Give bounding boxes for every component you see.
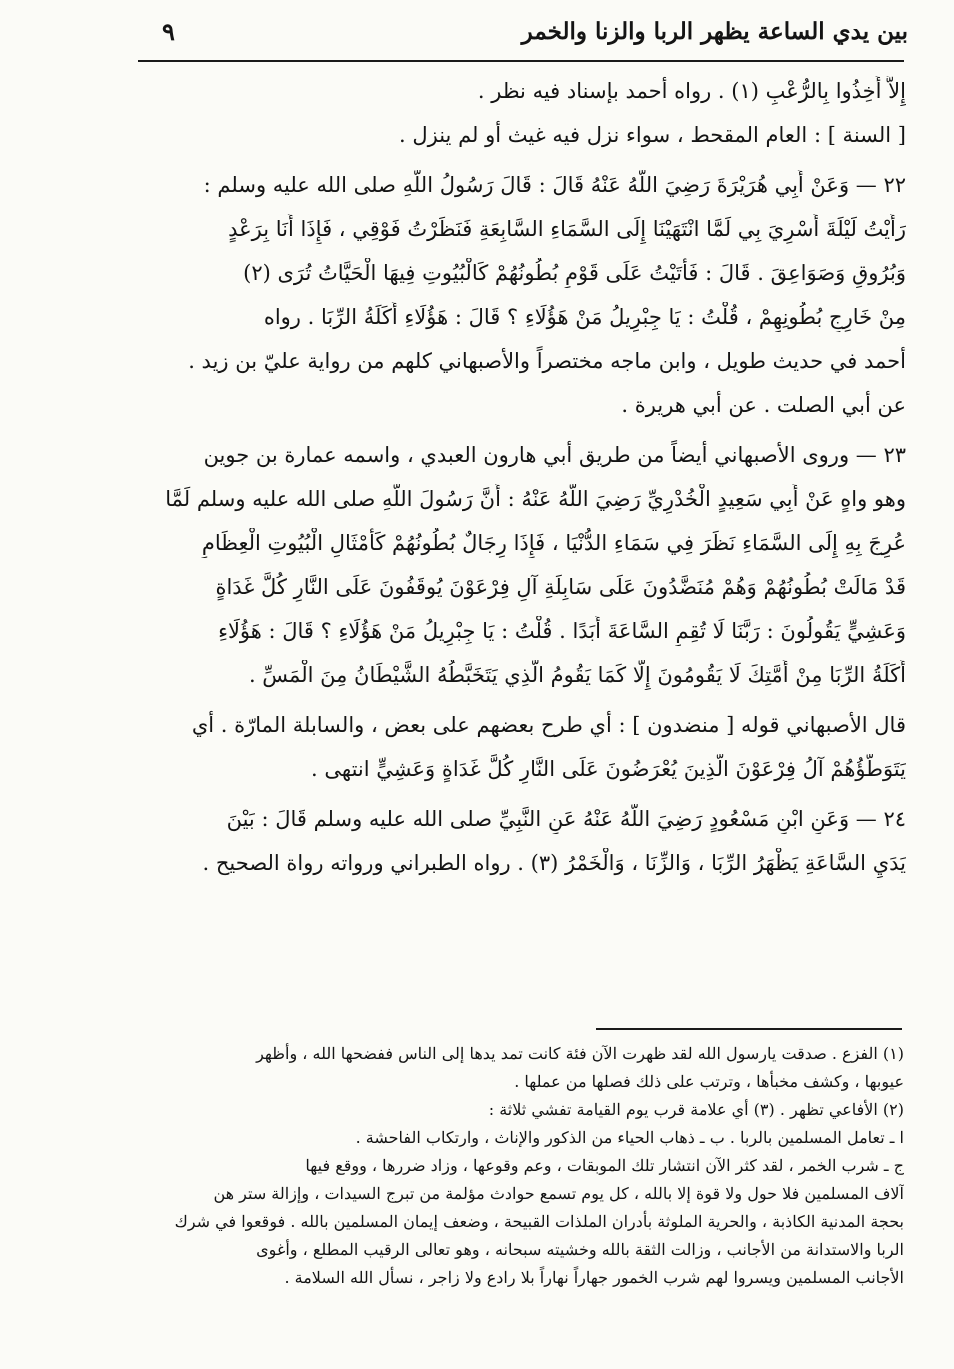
text-line: وَعَشِيٍّ يَقُولُونَ : رَبَّنَا لَا تُقِمِ السَّاعَةَ أَبَدًا . قُلْتُ : يَا جِبْرِيلُ مَنْ هَؤُلَاءِ ؟ قَالَ : هَؤُلَاءِ <box>218 619 906 643</box>
page-header <box>128 8 908 54</box>
main-text <box>146 76 906 878</box>
footnote-line: ج ـ شرب الخمر ، لقد كثر الآن انتشار تلك الموبقات ، وعم وقوعها ، وزاد ضررها ، ووقع فيها <box>305 1156 904 1175</box>
footnote-line: آلاف المسلمين فلا حول ولا قوة إلا بالله ، كل يوم تسمع حوادث مؤلمة من تبرج السيدات ، وإزالة ستر هن <box>213 1184 904 1203</box>
text-line: مِنْ خَارِجِ بُطُونِهِمْ ، قُلْتُ : يَا جِبْرِيلُ مَنْ هَؤُلَاءِ ؟ قَالَ : هَؤُلَاءِ أَكَلَةُ الرِّبَا . رواه <box>263 305 906 329</box>
footnote-line: الأجانب المسلمين ويسروا لهم شرب الخمور جهاراً نهاراً بلا رادع ولا زاجر ، نسأل الله السلامة . <box>284 1268 904 1287</box>
text-line: رَأَيْتُ لَيْلَةَ أُسْرِيَ بِي لَمَّا انْتَهَيْنَا إِلَى السَّمَاءِ السَّابِعَةِ فَنَظَرْتُ فَوْقِي ، فَإِذَا أَنَا بِرَعْدٍ <box>228 217 906 241</box>
text-line: أحمد في حديث طويل ، وابن ماجه مختصراً والأصبهاني كلهم من رواية عليّ بن زيد . <box>188 349 906 373</box>
text-line: يَتَوَطَّؤُهُمْ آلُ فِرْعَوْنَ الَّذِينَ يُعْرَضُونَ عَلَى النَّارِ كُلَّ غَدَاةٍ وَعَشِيٍّ انتهى . <box>311 757 906 781</box>
footnote-line: (٢) الأفاعي تظهر . (٣) أي علامة قرب يوم القيامة تفشي ثلاثة : <box>488 1100 904 1119</box>
footnote-line: الربا والاستدانة من الأجانب ، وزالت الثقة بالله وخشيته سبحانه ، وهو تعالى الرقيب المطلع ، وأغوى <box>256 1240 904 1259</box>
footnote-line: بحجة المدنية الكاذبة ، والحرية الملوثة بأدران الملذات القبيحة ، وضعف إيمان المسلمين بالله . فوقعوا في شرك <box>174 1212 904 1231</box>
text-line: أَكَلَةُ الرِّبَا مِنْ أُمَّتِكَ لَا يَقُومُونَ إِلَّا كَمَا يَقُومُ الَّذِي يَتَخَبَّطُهُ الشَّيْطَانُ مِنَ الْمَسِّ . <box>248 663 906 687</box>
hadith-24-line: ٢٤ — وَعَنِ ابْنِ مَسْعُودٍ رَضِيَ اللَّهُ عَنْهُ عَنِ النَّبِيِّ صلى الله عليه وسلم قَالَ : بَيْنَ <box>226 807 906 831</box>
text-line: وَبُرُوقٍ وَصَوَاعِقَ . قَالَ : فَأَتَيْتُ عَلَى قَوْمٍ بُطُونُهُمْ كَالْبُيُوتِ فِيهَا الْحَيَّاتُ تُرَى (٢) <box>243 261 906 285</box>
footnote-line: ا ـ تعامل المسلمين بالربا . ب ـ ذهاب الحياء من الذكور والإناث ، وارتكاب الفاحشة . <box>355 1128 904 1147</box>
text-line: عُرِجَ بِهِ إِلَى السَّمَاءِ نَظَرَ فِي سَمَاءِ الدُّنْيَا ، فَإِذَا رِجَالٌ بُطُونُهُمْ كَأَمْثَالِ الْبُيُوتِ الْعِظَامِ <box>201 531 906 555</box>
footnote-line: (١) الفزع . صدقت يارسول الله لقد ظهرت الآن فئة كانت تمد يدها إلى الناس ففضحها الله ، وأظهر <box>256 1044 904 1063</box>
text-line: إِلاَّ أُخِذُوا بِالرُّعْبِ (١) . رواه أحمد بإسناد فيه نظر . <box>477 79 906 103</box>
text-line: قَدْ مَالَتْ بُطُونُهُمْ وَهُمْ مُنَضَّدُونَ عَلَى سَابِلَةِ آلِ فِرْعَوْنَ يُوقَفُونَ عَلَى النَّارِ كُلَّ غَدَاةٍ <box>215 575 906 599</box>
text-line: عن أبي الصلت . عن أبي هريرة . <box>621 393 906 417</box>
page-number: ٩ <box>162 16 175 46</box>
text-line: قال الأصبهاني قوله [ منضدون ] : أي طرح بعضهم على بعض ، والسابلة المارّة . أي <box>191 713 906 737</box>
hadith-22-line: ٢٢ — وَعَنْ أَبِي هُرَيْرَةَ رَضِيَ اللَّهُ عَنْهُ قَالَ : قَالَ رَسُولُ اللَّهِ صلى الله عليه وسلم : <box>203 173 906 197</box>
running-title: بين يدي الساعة يظهر الربا والزنا والخمر <box>521 17 908 45</box>
hadith-23-line: ٢٣ — وروى الأصبهاني أيضاً من طريق أبي هارون العبدي ، واسمه عمارة بن جوين <box>203 443 906 467</box>
footnote-rule <box>596 1028 902 1030</box>
text-line: يَدَيِ السَّاعَةِ يَظْهَرُ الرِّبَا ، وَالزِّنَا ، وَالْخَمْرُ (٣) . رواه الطبراني ورواته رواة الصحيح . <box>202 851 906 875</box>
header-rule <box>138 60 904 62</box>
footnote-line: عيوبها ، وكشف مخبأها ، وترتب على ذلك فصلها من عملها . <box>514 1072 904 1091</box>
text-line: [ السنة ] : العام المقحط ، سواء نزل فيه غيث أو لم ينزل . <box>399 123 906 147</box>
text-line: وهو واهٍ عَنْ أَبِي سَعِيدٍ الْخُدْرِيِّ رَضِيَ اللَّهُ عَنْهُ : أَنَّ رَسُولَ اللَّهِ صلى الله عليه وسلم لَمَّا <box>165 487 906 511</box>
footnotes <box>140 1042 904 1290</box>
